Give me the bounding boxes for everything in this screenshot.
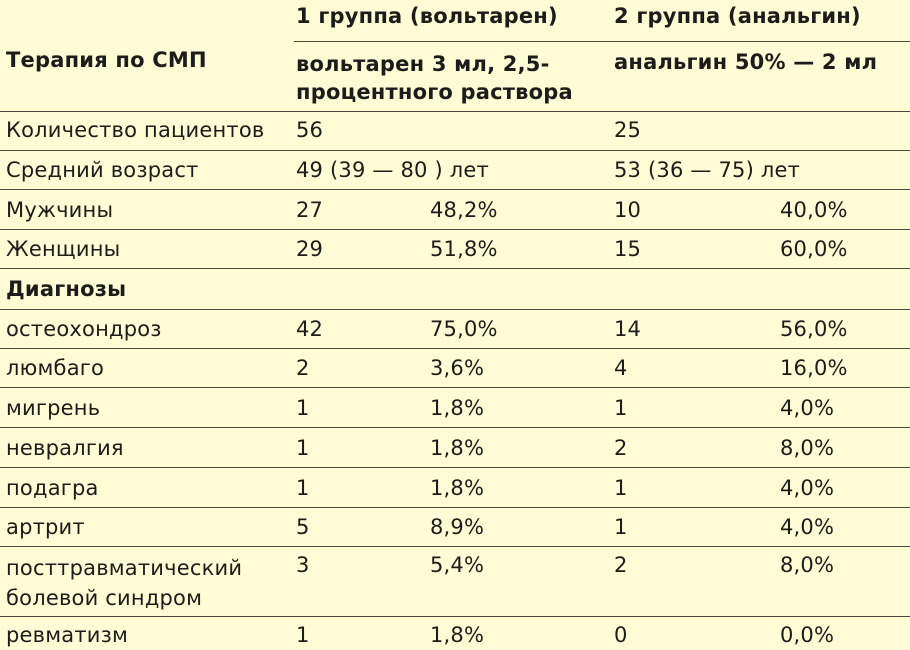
row-divider bbox=[0, 189, 910, 190]
diagnosis-label: ревматизм bbox=[6, 623, 129, 647]
row-divider bbox=[0, 507, 910, 508]
g2-percent: 8,0% bbox=[780, 436, 835, 460]
g2-count: 1 bbox=[614, 476, 628, 500]
diagnosis-label: артрит bbox=[6, 515, 85, 539]
row-divider bbox=[0, 348, 910, 349]
diagnosis-label: люмбаго bbox=[6, 356, 105, 380]
g2-percent: 0,0% bbox=[780, 623, 835, 647]
g2-percent: 4,0% bbox=[780, 476, 835, 500]
g2-percent: 8,0% bbox=[780, 553, 835, 577]
row-divider bbox=[0, 546, 910, 547]
row-divider bbox=[0, 427, 910, 428]
g2-count: 1 bbox=[614, 396, 628, 420]
g1-percent: 51,8% bbox=[430, 237, 498, 261]
g2-count: 14 bbox=[614, 317, 642, 341]
g1-count: 1 bbox=[296, 436, 310, 460]
g2-count: 10 bbox=[614, 198, 642, 222]
g2-age: 53 (36 — 75) лет bbox=[614, 158, 801, 182]
row-label: Мужчины bbox=[6, 198, 114, 222]
g1-count: 5 bbox=[296, 515, 310, 539]
g1-count: 56 bbox=[296, 118, 324, 142]
row-divider bbox=[0, 268, 910, 269]
g1-count: 2 bbox=[296, 356, 310, 380]
diagnosis-label: остеохондроз bbox=[6, 317, 162, 341]
g1-percent: 3,6% bbox=[430, 356, 485, 380]
g2-count: 1 bbox=[614, 515, 628, 539]
g1-count: 3 bbox=[296, 553, 310, 577]
row-divider bbox=[0, 616, 910, 617]
g1-percent: 1,8% bbox=[430, 476, 485, 500]
g2-percent: 40,0% bbox=[780, 198, 848, 222]
group1-drug: вольтарен 3 мл, 2,5-процентного раствора bbox=[296, 52, 573, 104]
g1-count: 42 bbox=[296, 317, 324, 341]
g1-percent: 1,8% bbox=[430, 436, 485, 460]
row-label: Количество пациентов bbox=[6, 118, 265, 142]
g1-percent: 8,9% bbox=[430, 515, 485, 539]
section-title: Диагнозы bbox=[6, 277, 127, 301]
diagnosis-label: мигрень bbox=[6, 396, 101, 420]
g1-count: 1 bbox=[296, 396, 310, 420]
g1-count: 1 bbox=[296, 623, 310, 647]
g2-percent: 60,0% bbox=[780, 237, 848, 261]
g1-count: 27 bbox=[296, 198, 324, 222]
diagnosis-label: посттравматический болевой синдром bbox=[6, 556, 243, 610]
g1-percent: 48,2% bbox=[430, 198, 498, 222]
g2-count: 15 bbox=[614, 237, 642, 261]
row-divider bbox=[0, 387, 910, 388]
g2-count: 4 bbox=[614, 356, 628, 380]
g2-percent: 4,0% bbox=[780, 515, 835, 539]
row-divider bbox=[0, 229, 910, 230]
diagnosis-label: невралгия bbox=[6, 436, 124, 460]
g2-percent: 4,0% bbox=[780, 396, 835, 420]
g1-count: 29 bbox=[296, 237, 324, 261]
g2-percent: 56,0% bbox=[780, 317, 848, 341]
row-label: Женщины bbox=[6, 237, 121, 261]
row-divider bbox=[0, 111, 910, 112]
row-divider bbox=[0, 309, 910, 310]
g1-count: 1 bbox=[296, 476, 310, 500]
row-divider bbox=[0, 467, 910, 468]
header-divider bbox=[294, 41, 910, 42]
diagnosis-label: подагра bbox=[6, 476, 99, 500]
group2-title: 2 группа (анальгин) bbox=[614, 4, 861, 28]
g2-count: 0 bbox=[614, 623, 628, 647]
g2-count: 2 bbox=[614, 436, 628, 460]
row-label-header: Терапия по СМП bbox=[6, 48, 207, 72]
g2-count: 2 bbox=[614, 553, 628, 577]
g2-percent: 16,0% bbox=[780, 356, 848, 380]
g1-age: 49 (39 — 80 ) лет bbox=[296, 158, 489, 182]
group1-title: 1 группа (вольтарен) bbox=[296, 4, 558, 28]
row-divider bbox=[0, 150, 910, 151]
group2-drug: анальгин 50% — 2 мл bbox=[614, 50, 878, 74]
g1-percent: 75,0% bbox=[430, 317, 498, 341]
g1-percent: 5,4% bbox=[430, 553, 485, 577]
g1-percent: 1,8% bbox=[430, 396, 485, 420]
row-label: Средний возраст bbox=[6, 158, 199, 182]
g1-percent: 1,8% bbox=[430, 623, 485, 647]
g2-count: 25 bbox=[614, 118, 642, 142]
